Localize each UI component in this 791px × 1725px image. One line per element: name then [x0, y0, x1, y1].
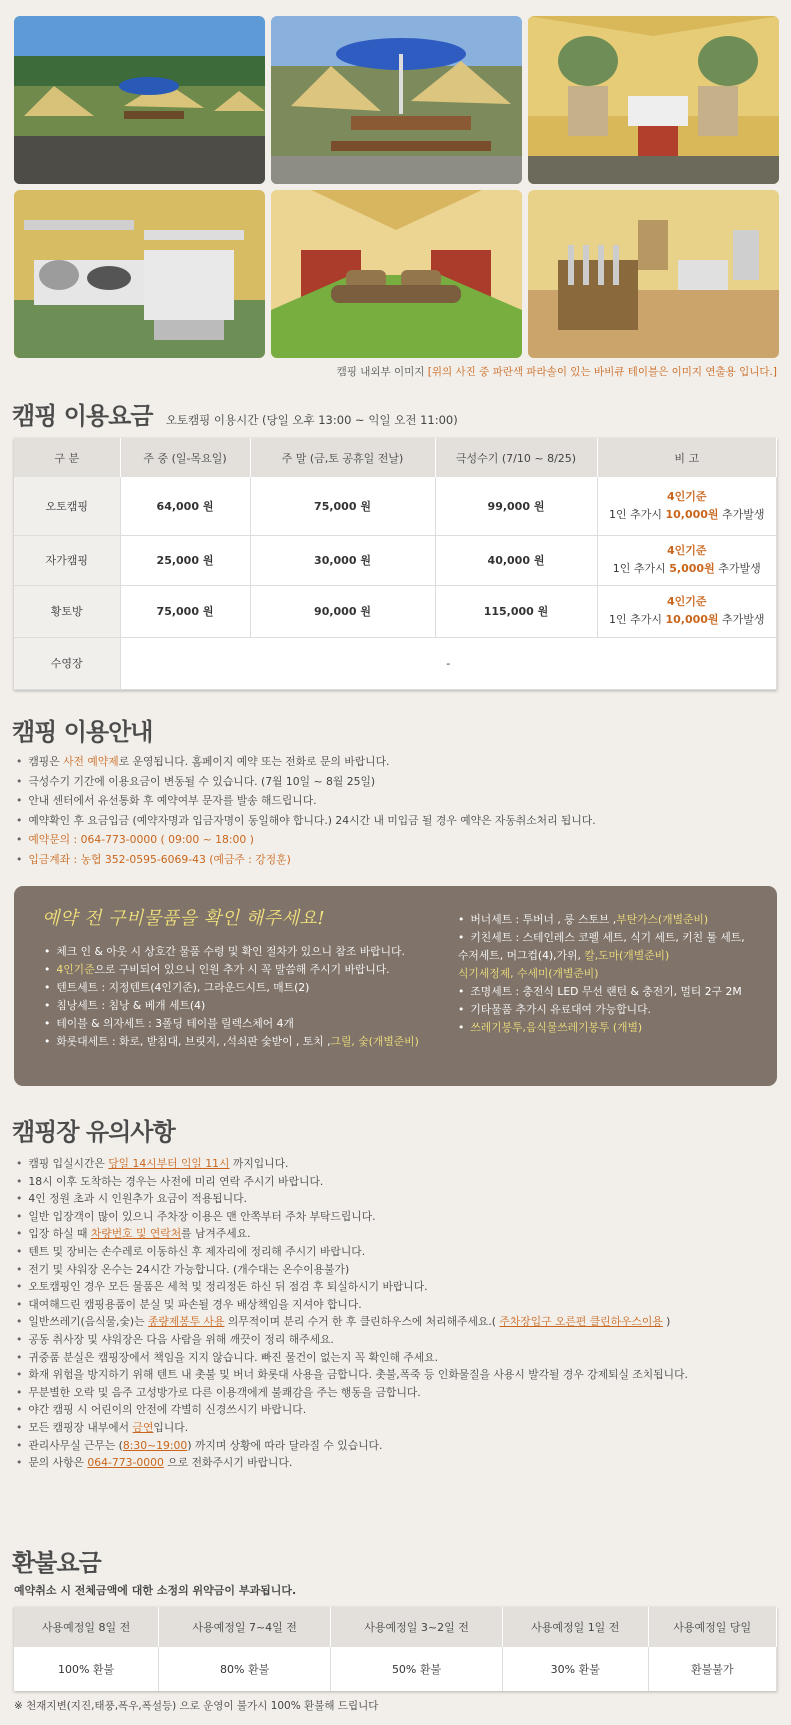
- rules-list: [14, 1155, 688, 1472]
- item-text: 입장 하실 때: [28, 1227, 91, 1241]
- fees-heading: [12, 396, 458, 431]
- fee-note-extra-post: 추가발생: [718, 507, 765, 521]
- highlight-text: 식기세정제, 수세미(개별준비): [458, 967, 599, 980]
- fee-row-peak: 99,000 원: [435, 477, 597, 535]
- supplies-list-right: [458, 911, 745, 1037]
- list-item: [44, 943, 419, 961]
- fee-note-extra-pre: 1인 추가시: [612, 562, 670, 575]
- photo-caption: [337, 364, 777, 379]
- item-text: 침낭세트 : 침낭 & 베개 세트(4): [56, 999, 206, 1012]
- fee-row-weekday: 64,000 원: [120, 477, 250, 535]
- fee-note-extra-pre: 1인 추가시: [608, 507, 666, 521]
- refund-table-header: [14, 1607, 777, 1647]
- list-item: [44, 1033, 419, 1051]
- fee-note-extra-post: 추가발생: [718, 613, 765, 626]
- refund-value: 100% 환불: [14, 1647, 159, 1691]
- item-text: 문의 사항은: [28, 1456, 88, 1470]
- item-text: 공동 취사장 및 샤워장은 다음 사람을 위해 깨끗이 정리 해주세요.: [28, 1332, 334, 1346]
- fee-header-weekend: 주 말 (금,토 공휴일 전날): [250, 438, 435, 477]
- guide-list: [14, 752, 596, 869]
- list-item: [14, 772, 596, 792]
- highlight-text: 부탄가스(개별준비): [616, 913, 709, 926]
- item-text: 화재 위험을 방지하기 위해 텐트 내 촛불 및 버너 화롯대 사용을 금합니다. 촛불,폭죽 등 인화물질을 사용시 발각될 경우 강제퇴실 조치됩니다.: [28, 1368, 688, 1382]
- refund-header: 사용예정일 1일 전: [503, 1607, 649, 1647]
- list-item: [14, 1261, 688, 1279]
- list-item: [44, 997, 419, 1015]
- list-item: [14, 1278, 688, 1296]
- highlight-text: 당일 14시부터 익일 11시: [108, 1157, 230, 1170]
- item-text: 오토캠핑인 경우 모든 물품은 세척 및 정리정돈 하신 뒤 점검 후 퇴실하시기 바랍니다.: [28, 1280, 428, 1294]
- list-item: [14, 1296, 688, 1314]
- item-text: 의무적이며 분리 수거 한 후 클린하우스에 처리해주세요.(: [224, 1315, 500, 1329]
- fee-row-pool: [14, 637, 777, 689]
- item-text: 일반쓰레기(음식물,숯)는: [28, 1315, 148, 1329]
- refund-header: 사용예정일 3~2일 전: [331, 1607, 503, 1647]
- refund-value: 환불불가: [648, 1647, 777, 1691]
- item-text: 일반 입장객이 많이 있으니 주차장 이용은 맨 안쪽부터 주차 부탁드립니다.: [28, 1209, 376, 1223]
- list-item: [44, 979, 419, 997]
- fee-table: [14, 438, 777, 690]
- item-text: ) 까지며 상황에 따라 달라질 수 있습니다.: [187, 1438, 383, 1452]
- fee-row-weekend: 30,000 원: [250, 535, 435, 585]
- list-item: [14, 1331, 688, 1349]
- fee-note-extra-amount: 5,000원: [669, 562, 715, 575]
- item-text: 텐트 및 장비는 손수레로 이동하신 후 제자리에 정리해 주시기 바랍니다.: [28, 1244, 366, 1258]
- item-text: 텐트세트 : 지정텐트(4인기준), 그라운드시트, 매트(2): [56, 981, 310, 994]
- highlight-text: 그릴, 숯(개별준비): [330, 1035, 419, 1048]
- photo-tent-interior-chairs: [528, 16, 779, 184]
- list-item: [14, 1208, 688, 1226]
- fee-header-peak: 극성수기 (7/10 ~ 8/25): [435, 438, 597, 477]
- fee-row-weekend: 75,000 원: [250, 477, 435, 535]
- fee-note-extra: [598, 506, 777, 524]
- list-item: [14, 1366, 688, 1384]
- item-text: 캠핑은: [28, 755, 64, 768]
- item-text: 키친세트 : 스테인레스 코펠 세트, 식기 세트, 키친 툴 세트,: [470, 931, 745, 944]
- fee-note-extra-pre: 1인 추가시: [608, 613, 666, 626]
- highlight-text: 064-773-0000: [87, 1456, 164, 1470]
- highlight-text: 쓰레기봉투,음식물쓰레기봉투 (개별): [470, 1021, 643, 1034]
- list-item: [14, 1384, 688, 1402]
- item-text: 기타물품 추가시 유료대여 가능합니다.: [470, 1003, 651, 1016]
- list-item: [458, 965, 745, 983]
- highlight-text: 사전 예약제: [63, 755, 119, 768]
- item-text: 수저세트, 머그컵(4),가위,: [458, 949, 585, 962]
- photo-caption-note: [위의 사진 중 파란색 파라솔이 있는 바비큐 테이블은 이미지 연출용 입니다.]: [427, 366, 777, 378]
- photo-cutlery-set: [528, 190, 779, 358]
- rules-title: 캠핑장 유의사항: [12, 1118, 175, 1146]
- refund-value: 50% 환불: [331, 1647, 503, 1691]
- list-item: [14, 1243, 688, 1261]
- refund-value: 30% 환불: [503, 1647, 649, 1691]
- supplies-list-left: [44, 943, 419, 1051]
- item-text: 으로 구비되어 있으니 인원 추가 시 꼭 말씀해 주시기 바랍니다.: [94, 963, 390, 976]
- fee-row-pool-value: -: [120, 637, 777, 689]
- fee-table-header: [14, 438, 777, 477]
- fee-row-weekday: 25,000 원: [120, 535, 250, 585]
- refund-note: ※ 천재지변(지진,태풍,폭우,폭설등) 으로 운영이 불가시 100% 환불해 드립니다: [14, 1700, 379, 1712]
- fee-header-note: 비 고: [597, 438, 777, 477]
- photo-kitchen-set: [14, 190, 265, 358]
- refund-header: 사용예정일 8일 전: [14, 1607, 159, 1647]
- refund-header: 사용예정일 7~4일 전: [159, 1607, 331, 1647]
- supplies-notice-title: 예약 전 구비물품을 확인 해주세요!: [42, 908, 326, 929]
- fee-row-weekend: 90,000 원: [250, 585, 435, 637]
- highlight-text: 4인기준: [56, 963, 95, 976]
- item-text: 를 남겨주세요.: [181, 1227, 251, 1241]
- list-item: [14, 791, 596, 811]
- fee-row: [14, 585, 777, 637]
- fee-note-extra: [598, 560, 777, 578]
- highlight-text: 금연: [132, 1420, 154, 1434]
- fee-row-note: [597, 477, 777, 535]
- list-item: [14, 1437, 688, 1455]
- highlight-text: 8:30~19:00: [122, 1438, 188, 1452]
- highlight-text: 예약문의 : 064-773-0000 ( 09:00 ~ 18:00 ): [28, 833, 254, 846]
- list-item: [458, 911, 745, 929]
- item-text: 예약확인 후 요금입금 (예약자명과 입금자명이 동일해야 합니다.) 24시간 내 미입금 될 경우 예약은 자동취소처리 됩니다.: [28, 813, 596, 827]
- highlight-text: 차량번호 및 연락처: [90, 1227, 182, 1241]
- highlight-text: 입금계좌 : 농협 352-0595-6069-43 (예금주 : 강정훈): [28, 852, 291, 866]
- item-text: 버너세트 : 투버너 , 룽 스토브 ,: [470, 913, 617, 926]
- refund-row: [14, 1647, 777, 1691]
- highlight-text: 칼,도마(개별준비): [584, 949, 670, 962]
- refund-title: 환불요금: [12, 1549, 101, 1577]
- item-text: 화롯대세트 : 화로, 받침대, 브릿지, ,석쇠판 숯받이 , 토치 ,: [56, 1035, 331, 1048]
- fee-row-weekday: 75,000 원: [120, 585, 250, 637]
- item-text: ): [662, 1315, 671, 1329]
- fee-note-base: 4인기준: [666, 544, 707, 557]
- fee-row: [14, 535, 777, 585]
- list-item: [44, 961, 419, 979]
- list-item: [14, 1401, 688, 1419]
- list-item: [14, 1454, 688, 1472]
- refund-header: 사용예정일 당일: [648, 1607, 777, 1647]
- item-text: 관리사무실 근무는 (: [28, 1438, 123, 1452]
- item-text: 18시 이후 도착하는 경우는 사전에 미리 연락 주시기 바랍니다.: [28, 1174, 324, 1188]
- fee-row-name: 자가캠핑: [14, 535, 120, 585]
- fee-row-name: 황토방: [14, 585, 120, 637]
- item-text: 대여해드린 캠핑용품이 분실 및 파손될 경우 배상책임을 지셔야 합니다.: [28, 1297, 362, 1311]
- item-text: 으로 전화주시기 바랍니다.: [163, 1456, 293, 1470]
- list-item: [14, 752, 596, 772]
- item-text: 캠핑 입실시간은: [28, 1157, 109, 1170]
- list-item: [14, 830, 596, 850]
- list-item: [14, 850, 596, 870]
- fees-title: 캠핑 이용요금: [12, 402, 153, 430]
- item-text: 전기 및 샤워장 온수는 24시간 가능합니다. (개수대는 온수이용불가): [28, 1262, 350, 1276]
- list-item: [14, 1190, 688, 1208]
- item-text: 테이블 & 의자세트 : 3폴딩 테이블 릴렉스체어 4개: [56, 1017, 294, 1030]
- fee-row-note: [597, 585, 777, 637]
- refund-table: [14, 1607, 777, 1691]
- list-item: [14, 1419, 688, 1437]
- item-text: 무분별한 오락 및 음주 고성방가로 다른 이용객에게 불쾌감을 주는 행동을 금합니다.: [28, 1385, 421, 1399]
- list-item: [14, 811, 596, 831]
- fee-row: [14, 477, 777, 535]
- list-item: [458, 1019, 745, 1037]
- fee-row-peak: 40,000 원: [435, 535, 597, 585]
- fee-note-extra: [598, 611, 777, 629]
- fee-note-base: 4인기준: [666, 489, 707, 503]
- supplies-notice-box: [14, 886, 777, 1086]
- fee-note-extra-amount: 10,000원: [665, 613, 719, 626]
- refund-intro: 예약취소 시 전체금액에 대한 소정의 위약금이 부과됩니다.: [14, 1584, 297, 1597]
- fee-row-name: 오토캠핑: [14, 477, 120, 535]
- photo-caption-text: 캠핑 내외부 이미지: [336, 366, 425, 378]
- photo-picnic-table-parasol: [271, 16, 522, 184]
- highlight-text: 종량제봉투 사용: [147, 1315, 225, 1329]
- item-text: 조명세트 : 충전식 LED 무선 랜턴 & 충전기, 멀티 2구 2M: [470, 985, 742, 998]
- list-item: [458, 929, 745, 947]
- fee-header-weekday: 주 중 (일-목요일): [120, 438, 250, 477]
- fee-note-extra-post: 추가발생: [714, 562, 761, 575]
- fees-subtitle: 오토캠핑 이용시간 (당일 오후 13:00 ~ 익일 오전 11:00): [165, 413, 458, 427]
- photo-campsite-overview: [14, 16, 265, 184]
- list-item: [458, 947, 745, 965]
- list-item: [14, 1173, 688, 1191]
- photo-tent-sleeping-mats: [271, 190, 522, 358]
- item-text: 안내 센터에서 유선통화 후 예약여부 문자를 발송 해드립니다.: [28, 794, 317, 807]
- item-text: 4인 정원 초과 시 인원추가 요금이 적용됩니다.: [28, 1192, 248, 1206]
- fee-note-base: 4인기준: [666, 595, 707, 608]
- item-text: 귀중품 분실은 캠핑장에서 책임을 지지 않습니다. 빠진 물건이 없는지 꼭 확인해 주세요.: [28, 1350, 439, 1364]
- fee-row-peak: 115,000 원: [435, 585, 597, 637]
- refund-value: 80% 환불: [159, 1647, 331, 1691]
- item-text: 까지입니다.: [229, 1157, 289, 1170]
- item-text: 체크 인 & 아웃 시 상호간 물품 수령 및 확인 절차가 있으니 참조 바랍니다.: [56, 945, 405, 958]
- item-text: 야간 캠핑 시 어린이의 안전에 각별히 신경쓰시기 바랍니다.: [28, 1403, 307, 1417]
- list-item: [14, 1225, 688, 1243]
- item-text: 모든 캠핑장 내부에서: [28, 1420, 133, 1434]
- item-text: 입니다.: [153, 1420, 189, 1434]
- list-item: [14, 1155, 688, 1173]
- fee-row-name: 수영장: [14, 637, 120, 689]
- list-item: [458, 1001, 745, 1019]
- list-item: [44, 1015, 419, 1033]
- item-text: 로 운영됩니다. 홈페이지 예약 또는 전화로 문의 바랍니다.: [118, 755, 390, 768]
- list-item: [458, 983, 745, 1001]
- fee-note-extra-amount: 10,000원: [665, 507, 719, 521]
- fee-header-category: 구 분: [14, 438, 120, 477]
- list-item: [14, 1313, 688, 1331]
- list-item: [14, 1349, 688, 1367]
- item-text: 극성수기 기간에 이용요금이 변동될 수 있습니다. (7월 10일 ~ 8월 25일): [28, 774, 376, 788]
- photo-gallery: [14, 16, 778, 358]
- guide-title: 캠핑 이용안내: [12, 718, 153, 746]
- fee-row-note: [597, 535, 777, 585]
- highlight-text: 주차장입구 오른편 클린하우스이용: [499, 1315, 663, 1329]
